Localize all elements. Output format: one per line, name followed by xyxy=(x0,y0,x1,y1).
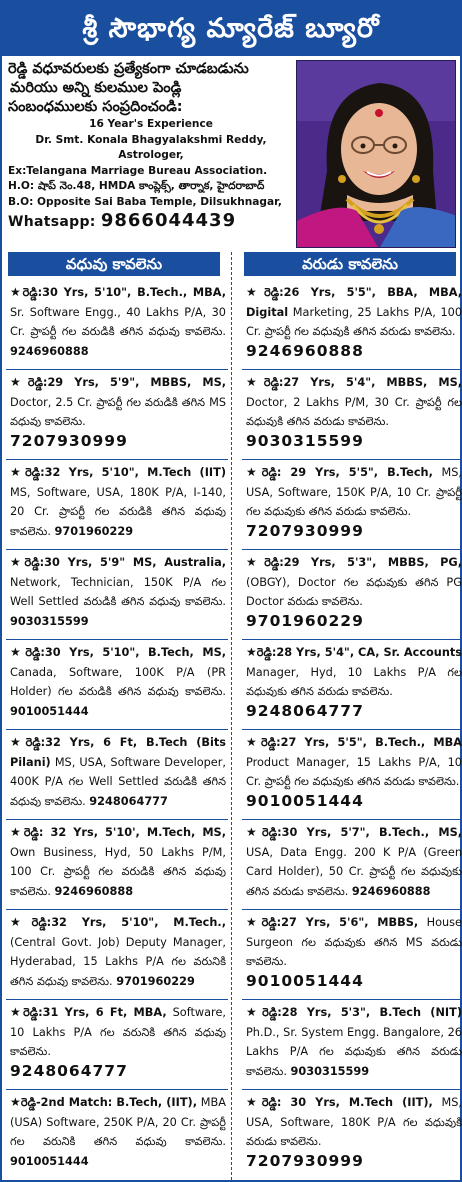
ad-phone: 9010051444 xyxy=(10,704,89,718)
ad-text xyxy=(246,463,462,542)
ad-phone: 7207930999 xyxy=(246,521,364,540)
classified-ad xyxy=(6,1000,228,1090)
classified-ad xyxy=(6,820,228,910)
star-icon: ★ xyxy=(10,825,24,839)
ad-phone: 9246960888 xyxy=(10,344,89,358)
classified-ad xyxy=(6,1090,228,1180)
classified-ad xyxy=(242,730,462,820)
star-icon: ★ xyxy=(246,1095,262,1109)
ad-lead: రెడ్డి:30 Yrs, 5'9" MS, Australia, xyxy=(24,556,226,569)
whatsapp xyxy=(8,210,294,233)
star-icon: ★ xyxy=(10,375,28,389)
ad-phone: 7207930999 xyxy=(246,1151,364,1170)
star-icon: ★ xyxy=(246,825,263,839)
association: Ex:Telangana Marriage Bureau Association. xyxy=(8,164,268,177)
ad-text xyxy=(246,913,462,992)
branch-office: B.O: Opposite Sai Baba Temple, Dilsukhnagar, xyxy=(8,195,282,208)
star-icon: ★ xyxy=(246,555,265,569)
star-icon: ★ xyxy=(246,1005,263,1019)
ad-lead: రెడ్డి:29 Yrs, 5'3", MBBS, PG, xyxy=(264,556,462,569)
ad-lead: రెడ్డి:28 Yrs, 5'3", B.Tech (NIT) xyxy=(262,1006,462,1019)
astrologer-photo xyxy=(296,60,456,248)
ad-phone: 9246960888 xyxy=(351,884,431,898)
ad-phone: 9701960229 xyxy=(54,524,134,538)
ad-text xyxy=(246,1003,462,1081)
ad-text xyxy=(246,643,462,722)
ad-lead: రెడ్డి:30 Yrs, 5'10", B.Tech, MS, xyxy=(25,646,226,659)
star-icon: ★ xyxy=(10,645,26,659)
classified-ad xyxy=(6,730,228,820)
ad-lead: రెడ్డి: 29 Yrs, 5'5", B.Tech, xyxy=(261,466,433,479)
star-icon: ★ xyxy=(246,465,262,479)
ad-lead: రెడ్డి:28 Yrs, 5'4", CA, Sr. Accounts xyxy=(256,646,462,659)
bride-wanted-heading: వధువు కావలెను xyxy=(8,252,220,276)
ad-phone: 9701960229 xyxy=(246,611,364,630)
star-icon: ★ xyxy=(10,285,23,299)
column-divider xyxy=(231,252,232,1180)
ad-body: (OBGY), Doctor గల వధువుకు తగిన PG Doctor వరుడు కావలెను. xyxy=(246,575,462,608)
ad-body: Doctor, 2 Lakhs P/M, 30 Cr. ప్రాపర్టీ గల వధువుకి తగిన వరుడు కావలెను. xyxy=(246,395,462,428)
ad-text xyxy=(246,283,462,362)
ad-body: Software, 10 Lakhs P/A గల వరునికి తగిన వధువు కావలెను. xyxy=(10,1006,226,1058)
ad-text xyxy=(246,1093,462,1172)
classified-ad xyxy=(242,280,462,370)
ad-text xyxy=(10,1003,226,1082)
star-icon: ★ xyxy=(246,285,265,299)
classified-ad xyxy=(242,820,462,910)
ad-body: (Central Govt. Job) Deputy Manager, Hyderabad, 15 Lakhs P/A గల వరునికి తగిన వధువు కావలెను. xyxy=(10,935,226,988)
ad-text xyxy=(246,553,462,632)
star-icon: ★ xyxy=(246,735,262,749)
ad-text xyxy=(246,373,462,452)
classified-ad xyxy=(6,280,228,370)
classified-ad xyxy=(6,910,228,1000)
header-line-2: మరియు అన్ని కులముల పెండ్లి xyxy=(10,80,182,96)
ad-phone: 9030315599 xyxy=(246,431,364,450)
bride-wanted-column xyxy=(6,280,228,1180)
ad-text xyxy=(10,463,226,541)
ad-lead: రెడ్డి:32 Yrs, 5'10", M.Tech., xyxy=(31,916,226,929)
star-icon: ★ xyxy=(10,465,26,479)
classified-ad xyxy=(6,370,228,460)
classified-ad xyxy=(242,1000,462,1090)
classified-ad xyxy=(6,550,228,640)
ad-body: MBA (USA) Software, 250K P/A, 20 Cr. ప్రాపర్టీ గల వరునికి తగిన వధువు కావలెను. xyxy=(10,1096,226,1148)
classified-ad xyxy=(6,640,228,730)
whatsapp-number: 9866044439 xyxy=(100,210,237,231)
ad-phone: 9030315599 xyxy=(290,1064,370,1078)
ad-text xyxy=(246,733,462,812)
ad-body: Canada, Software, 100K P/A (PR Holder) గల వరుడికి తగిన వధువు కావలెను. xyxy=(10,665,226,698)
ad-body: House Surgeon గల వధువుకు తగిన MS వరుడు కావలెను. xyxy=(246,916,462,968)
whatsapp-label: Whatsapp: xyxy=(8,214,96,230)
ad-lead: రెడ్డి: 32 Yrs, 5'10', M.Tech, MS, xyxy=(23,826,226,839)
ad-text xyxy=(10,553,226,631)
star-icon: ★ xyxy=(10,915,32,929)
ad-lead: రెడ్డి-2nd Match: B.Tech, (IIT), xyxy=(20,1096,197,1109)
ad-lead: రెడ్డి:32 Yrs, 5'10", M.Tech (IIT) xyxy=(25,466,226,479)
ad-text xyxy=(10,733,226,811)
ad-lead: రెడ్డి:27 Yrs, 5'5", B.Tech., MBA xyxy=(261,736,462,749)
groom-wanted-heading: వరుడు కావలెను xyxy=(244,252,456,276)
star-icon: ★ xyxy=(10,555,25,569)
astrologer-name: Dr. Smt. Konala Bhagyalakshmi Reddy, xyxy=(35,133,267,146)
classified-ad xyxy=(242,370,462,460)
ad-body: MS, USA, Software, 180K P/A గల వధువుకి వరుడు కావలెను. xyxy=(246,1096,462,1148)
ad-body: Marketing, 25 Lakhs P/A, 100 Cr. ప్రాపర్టీ గల వధువుకి తగిన వరుడు కావలెను. xyxy=(246,305,462,338)
classified-ad xyxy=(6,460,228,550)
ad-body: MS, USA, Software Developer, 400K P/A గల Well Settled వరుడికి తగిన వధువు కావలెను. xyxy=(10,755,226,808)
ad-body: Sr. Software Engg., 40 Lakhs P/A, 30 Cr. ప్రాపర్టీ గల వరుడికి తగిన వధువు కావలెను. xyxy=(10,305,226,338)
header-line-1: రెడ్డి వధూవరులకు ప్రత్యేకంగా చూడబడును xyxy=(8,61,249,77)
ad-lead: రెడ్డి:27 Yrs, 5'6", MBBS, xyxy=(261,916,419,929)
contact-info xyxy=(8,60,294,250)
ad-phone: 9246960888 xyxy=(54,884,134,898)
astrologer-role: Astrologer, xyxy=(118,149,184,161)
ad-lead: రెడ్డి:30 Yrs, 5'10", B.Tech., MBA, xyxy=(22,286,227,299)
ad-text xyxy=(10,283,226,361)
ad-body: Product Manager, 15 Lakhs P/A, 10 Cr. ప్రాపర్టీ గల వధువుకు తగిన వరుడు కావలెను. xyxy=(246,755,462,788)
ad-lead: రెడ్డి:30 Yrs, 5'7", B.Tech., MS, xyxy=(262,826,462,839)
classified-ad xyxy=(242,910,462,1000)
ad-phone: 9010051444 xyxy=(10,1154,89,1168)
groom-wanted-column xyxy=(242,280,462,1180)
ad-text xyxy=(10,823,226,901)
ad-phone: 7207930999 xyxy=(10,431,128,450)
header-line-3: సంబంధములకు సంప్రదించండి: xyxy=(8,99,183,115)
classified-ad xyxy=(242,1090,462,1180)
ad-lead: రెడ్డి:29 Yrs, 5'9", MBBS, MS, xyxy=(27,376,227,389)
experience: 16 Year's Experience xyxy=(89,118,213,130)
ad-lead: రెడ్డి:27 Yrs, 5'4", MBBS, MS, xyxy=(263,376,462,389)
ad-text xyxy=(10,913,226,991)
star-icon: ★ xyxy=(246,915,262,929)
ad-body: Network, Technician, 150K P/A గల Well Settled వరుడికి తగిన వధువు కావలెను. xyxy=(10,575,226,608)
ad-body: USA, Data Engg. 200 K P/A (Green Card Holder), 50 Cr. ప్రాపర్టీ గల వధువుకు తగిన వరుడు కావలెను. xyxy=(246,845,462,898)
ad-phone: 9248064777 xyxy=(89,794,168,808)
ad-lead: రెడ్డి:32 Yrs, 6 Ft, B.Tech (Bits Pilani) xyxy=(10,736,226,769)
ad-lead: రెడ్డి:31 Yrs, 6 Ft, MBA, xyxy=(23,1006,167,1019)
ad-text xyxy=(10,643,226,721)
star-icon: ★ xyxy=(10,735,26,749)
ad-text xyxy=(10,1093,226,1171)
portrait-illustration xyxy=(297,61,456,248)
ad-body: Doctor, 2.5 Cr. ప్రాపర్టీ గల వరుడికి తగిన MS వధువు కావలెను. xyxy=(10,395,226,428)
ad-body: Manager, Hyd, 10 Lakhs P/A గల వధువుకు తగిన వరుడు కావలెను. xyxy=(246,665,462,698)
star-icon: ★ xyxy=(10,1095,21,1109)
ad-phone: 9030315599 xyxy=(10,614,89,628)
header-section xyxy=(2,56,460,252)
classified-ad xyxy=(242,550,462,640)
ad-phone: 9248064777 xyxy=(10,1061,128,1080)
ad-phone: 9701960229 xyxy=(116,974,195,988)
star-icon: ★ xyxy=(10,1005,24,1019)
ad-body: MS, USA, Software, 150K P/A, 10 Cr. ప్రాపర్టీ గల వధువుకు తగిన వరుడు కావలెను. xyxy=(246,466,462,518)
ad-body: Ph.D., Sr. System Engg. Bangalore, 26 Lakhs P/A గల వధువుకు తగిన వరుడు కావలెను. xyxy=(246,1025,462,1078)
classified-ad xyxy=(242,640,462,730)
star-icon: ★ xyxy=(246,375,264,389)
ad-phone: 9010051444 xyxy=(246,971,364,990)
head-office: H.O: షాప్ నెం.48, HMDA కాంప్లెక్స్, తార్నాక, హైదరాబాద్ xyxy=(8,180,265,192)
ad-body: MS, Software, USA, 180K P/A, I-140, 20 Cr. ప్రాపర్టీ గల వరుడికి తగిన వధువు కావలెను. xyxy=(10,485,226,538)
ad-text xyxy=(246,823,462,901)
star-icon: ★ xyxy=(246,645,257,659)
ad-body: Own Business, Hyd, 50 Lakhs P/M, 100 Cr. ప్రాపర్టీ గల వరుడికి తగిన వధువు కావలెను. xyxy=(10,845,226,898)
ad-lead: రెడ్డి: 30 Yrs, M.Tech (IIT), xyxy=(261,1096,433,1109)
classified-ad xyxy=(242,460,462,550)
ad-phone: 9010051444 xyxy=(246,791,364,810)
bureau-title: శ్రీ సౌభాగ్య మ్యారేజ్ బ్యూరో xyxy=(2,2,460,56)
ad-phone: 9248064777 xyxy=(246,701,364,720)
ad-text xyxy=(10,373,226,452)
ad-phone: 9246960888 xyxy=(246,341,364,360)
ad-lead: రెడ్డి:26 Yrs, 5'5", BBA, MBA, Digital xyxy=(246,286,462,319)
